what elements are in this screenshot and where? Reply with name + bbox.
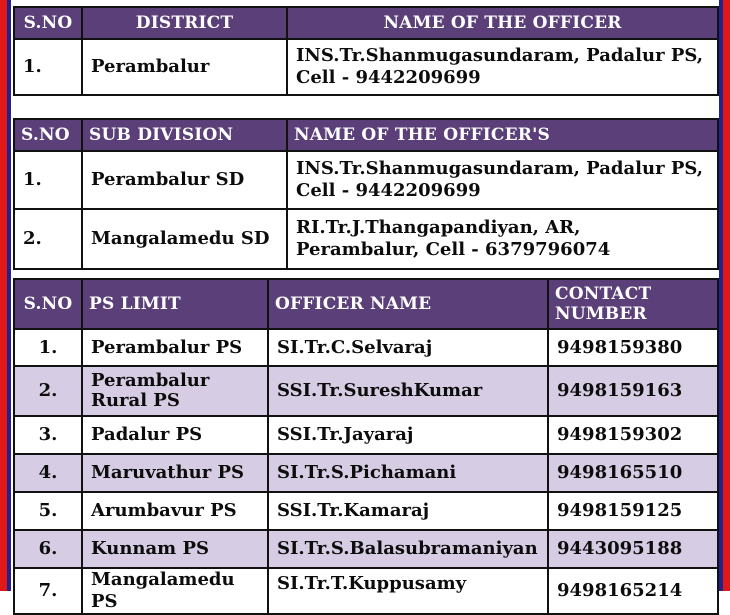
header-sno: S.NO <box>14 7 82 39</box>
row-sno: 4. <box>14 454 82 492</box>
row-sno: 6. <box>14 530 82 568</box>
header-officer: NAME OF THE OFFICER <box>287 7 718 39</box>
table-row <box>14 568 718 614</box>
row-contact-number: 9498165510 <box>548 454 718 492</box>
left-blue-border <box>7 0 11 591</box>
table-row <box>14 329 718 366</box>
right-red-border <box>723 0 730 591</box>
row-officer-name: SI.Tr.T.Kuppusamy <box>268 568 548 614</box>
row-sno: 3. <box>14 416 82 454</box>
row-contact-number: 9498159163 <box>548 366 718 416</box>
row-district: Perambalur <box>82 39 287 95</box>
table-row <box>14 492 718 530</box>
row-sno: 1. <box>14 39 82 95</box>
row-officer-name: SI.Tr.S.Pichamani <box>268 454 548 492</box>
row-ps-limit: Mangalamedu PS <box>82 568 268 614</box>
row-contact-number: 9443095188 <box>548 530 718 568</box>
row-ps-limit: Arumbavur PS <box>82 492 268 530</box>
row-officer: RI.Tr.J.Thangapandiyan, AR, Perambalur, Cell - 6379796074 <box>287 209 718 269</box>
district-table <box>13 6 719 96</box>
row-sno: 1. <box>14 151 82 209</box>
row-ps-limit: Padalur PS <box>82 416 268 454</box>
row-sno: 2. <box>14 366 82 416</box>
row-contact-number: 9498159302 <box>548 416 718 454</box>
table-row <box>14 151 718 209</box>
table-row <box>14 530 718 568</box>
table-row <box>14 416 718 454</box>
district-table-header <box>14 7 718 39</box>
subdivision-table <box>13 118 719 270</box>
header-subdivision: SUB DIVISION <box>82 119 287 151</box>
row-officer-name: SSI.Tr.Kamaraj <box>268 492 548 530</box>
ps-limit-table <box>13 278 719 615</box>
header-sno: S.NO <box>14 119 82 151</box>
row-officer: INS.Tr.Shanmugasundaram, Padalur PS, Cell - 9442209699 <box>287 151 718 209</box>
header-contact-number: CONTACT NUMBER <box>548 279 718 329</box>
row-contact-number: 9498159125 <box>548 492 718 530</box>
table-row <box>14 366 718 416</box>
subdivision-table-header <box>14 119 718 151</box>
table-row <box>14 39 718 95</box>
row-officer-name: SSI.Tr.Jayaraj <box>268 416 548 454</box>
row-subdivision: Perambalur SD <box>82 151 287 209</box>
row-contact-number: 9498165214 <box>548 568 718 614</box>
row-sno: 7. <box>14 568 82 614</box>
row-ps-limit: Perambalur PS <box>82 329 268 366</box>
table-row <box>14 209 718 269</box>
row-ps-limit: Perambalur Rural PS <box>82 366 268 416</box>
table-row <box>14 454 718 492</box>
row-sno: 1. <box>14 329 82 366</box>
ps-table-header <box>14 279 718 329</box>
header-district: DISTRICT <box>82 7 287 39</box>
row-ps-limit: Kunnam PS <box>82 530 268 568</box>
row-ps-limit: Maruvathur PS <box>82 454 268 492</box>
header-officer-name: OFFICER NAME <box>268 279 548 329</box>
row-officer-name: SI.Tr.C.Selvaraj <box>268 329 548 366</box>
row-subdivision: Mangalamedu SD <box>82 209 287 269</box>
row-contact-number: 9498159380 <box>548 329 718 366</box>
left-red-border <box>0 0 7 591</box>
row-officer-name: SI.Tr.S.Balasubramaniyan <box>268 530 548 568</box>
row-officer: INS.Tr.Shanmugasundaram, Padalur PS, Cell - 9442209699 <box>287 39 718 95</box>
header-ps-limit: PS LIMIT <box>82 279 268 329</box>
row-officer-name: SSI.Tr.SureshKumar <box>268 366 548 416</box>
row-sno: 5. <box>14 492 82 530</box>
header-officer: NAME OF THE OFFICER'S <box>287 119 718 151</box>
row-sno: 2. <box>14 209 82 269</box>
header-sno: S.NO <box>14 279 82 329</box>
